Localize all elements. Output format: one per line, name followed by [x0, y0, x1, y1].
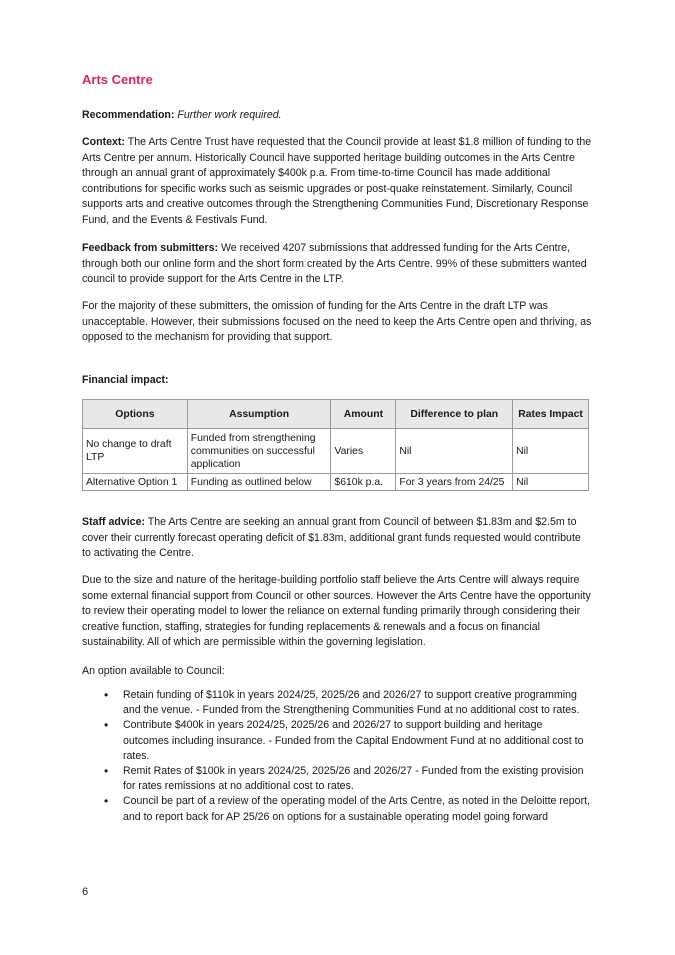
table-header: Amount: [331, 400, 396, 429]
staff-advice-paragraph-2: Due to the size and nature of the heritage-building portfolio staff believe the Arts Centre will always require some external financial support from Council or other sources. However the Arts Centre have the opportunity to review their operating model to lower the reliance on external funding primarily through considering their creative function, staffing, strategies for funding replacements & renewals and a focus on financial sustainability. All of which are permissible within the governing legislation.: [82, 574, 591, 649]
table-cell: Nil: [396, 429, 513, 474]
table-cell: Nil: [513, 474, 589, 491]
table-header: Assumption: [187, 400, 331, 429]
feedback-text: We received 4207 submissions that addressed funding for the Arts Centre, through both our online form and the short form created by the Arts Centre. 99% of these submitters wanted council to provide support for the Arts Centre in the LTP.: [82, 242, 587, 286]
option-intro: An option available to Council:: [82, 665, 225, 677]
table-header-row: [83, 400, 589, 429]
table-cell: No change to draft LTP: [83, 429, 188, 474]
table-row: [83, 429, 589, 474]
list-item: • Contribute $400k in years 2024/25, 2025/26 and 2026/27 to support building and heritage outcomes including insurance. - Funded from the Capital Endowment Fund at no additional cost to rates.: [104, 718, 590, 764]
feedback-paragraph: [82, 241, 592, 288]
staff-advice-paragraph: [82, 515, 592, 562]
staff-advice-text: The Arts Centre are seeking an annual grant from Council of between $1.83m and $2.5m to cover their currently forecast operating deficit of $1.83m, additional grant funds requested would contribute to activating the Centre.: [82, 516, 581, 560]
financial-impact-label: Financial impact:: [82, 374, 169, 386]
table-cell: Funding as outlined below: [187, 474, 331, 491]
recommendation-paragraph: [82, 108, 592, 124]
table-header: Difference to plan: [396, 400, 513, 429]
table-row: [83, 474, 589, 491]
table-cell: Nil: [513, 429, 589, 474]
recommendation-label: Recommendation:: [82, 109, 175, 121]
table-header: Rates Impact: [513, 400, 589, 429]
feedback-label: Feedback from submitters:: [82, 242, 218, 254]
page-number: 6: [82, 886, 89, 898]
list-item: • Retain funding of $110k in years 2024/25, 2025/26 and 2026/27 to support creative programming and the venue. - Funded from the Strengthening Communities Fund at no additional cost to rates.: [104, 688, 590, 718]
feedback-paragraph-2: For the majority of these submitters, the omission of funding for the Arts Centre in the draft LTP was unacceptable. However, their submissions focused on the need to keep the Arts Centre open and thriving, as opposed to the mechanism for providing that support.: [82, 300, 592, 344]
options-list: [104, 688, 590, 825]
recommendation-text: Further work required.: [177, 109, 282, 121]
staff-advice-label: Staff advice:: [82, 516, 145, 528]
context-paragraph: [82, 135, 592, 229]
list-item: • Council be part of a review of the operating model of the Arts Centre, as noted in the Deloitte report, and to report back for AP 25/26 on options for a sustainable operating model going forward: [104, 794, 590, 824]
table-header: Options: [83, 400, 188, 429]
table-cell: For 3 years from 24/25: [396, 474, 513, 491]
list-item: • Remit Rates of $100k in years 2024/25, 2025/26 and 2026/27 - Funded from the existing provision for rates remissions at no additional cost to rates.: [104, 764, 590, 794]
financial-impact-table: [82, 399, 589, 491]
table-cell: Varies: [331, 429, 396, 474]
section-heading: Arts Centre: [82, 72, 153, 87]
table-cell: Alternative Option 1: [83, 474, 188, 491]
context-text: The Arts Centre Trust have requested that the Council provide at least $1.8 million of funding to the Arts Centre per annum. Historically Council have supported heritage building outcomes in the Arts Centre through an annual grant of approximately $400k p.a. From time-to-time Council has made additional contributions for specific works such as seismic upgrades or post-quake reinstatement. Similarly, Council supports arts and creative outcomes through the Strengthening Communities Fund, Discretionary Response Fund, and the Events & Festivals Fund.: [82, 136, 592, 226]
table-cell: Funded from strengthening communities on successful application: [187, 429, 331, 474]
context-label: Context:: [82, 136, 125, 148]
table-cell: $610k p.a.: [331, 474, 396, 491]
